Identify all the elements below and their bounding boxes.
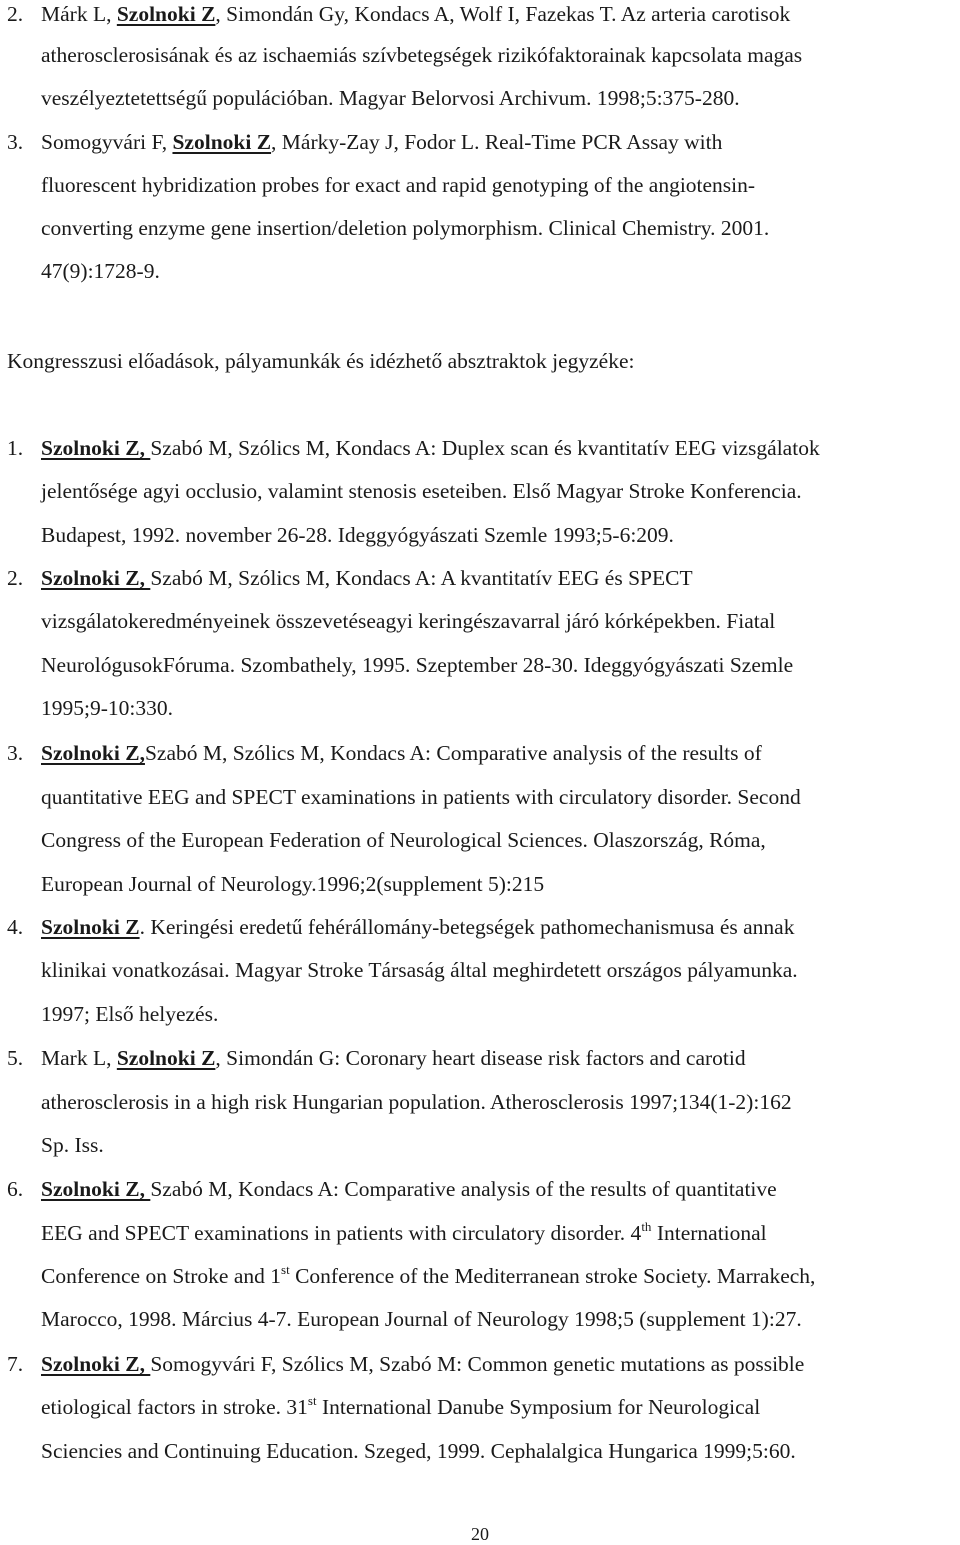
entry-number: 7. <box>7 1352 24 1376</box>
author-highlight: Szolnoki Z, <box>41 566 151 590</box>
entry-number: 3. <box>7 130 24 154</box>
ordinal-suffix: st <box>307 1393 317 1408</box>
entry-line: 1997; Első helyezés. <box>41 1002 219 1026</box>
author-highlight: Szolnoki Z, <box>41 1352 151 1376</box>
entry-line: Szolnoki Z, Szabó M, Szólics M, Kondacs A: Duplex scan és kvantitatív EEG vizsgálatok <box>41 436 820 460</box>
entry-line: 1995;9-10:330. <box>41 696 173 720</box>
entry-line: European Journal of Neurology.1996;2(supplement 5):215 <box>41 872 545 896</box>
entry-number: 6. <box>7 1177 24 1201</box>
entry-line: Conference on Stroke and 1st Conference of the Mediterranean stroke Society. Marrakech, <box>41 1262 816 1288</box>
ordinal-suffix: st <box>281 1262 290 1277</box>
entry-line: quantitative EEG and SPECT examinations in patients with circulatory disorder. Second <box>41 785 801 809</box>
entry-line: Marocco, 1998. Március 4-7. European Journal of Neurology 1998;5 (supplement 1):27. <box>41 1307 802 1331</box>
author-highlight: Szolnoki Z <box>41 915 140 939</box>
entry-line: NeurológusokFóruma. Szombathely, 1995. Szeptember 28-30. Ideggyógyászati Szemle <box>41 653 794 677</box>
entry-line: atherosclerosis in a high risk Hungarian population. Atherosclerosis 1997;134(1-2):162 <box>41 1090 792 1114</box>
author-highlight: Szolnoki Z, <box>41 1177 151 1201</box>
entry-line: vizsgálatokeredményeinek összevetéseagyi keringészavarral járó kórképekben. Fiatal <box>41 609 776 633</box>
entry-line: Sp. Iss. <box>41 1133 104 1157</box>
entry-line: atherosclerosisának és az ischaemiás szívbetegségek rizikófaktorainak kapcsolata magas <box>41 43 803 67</box>
entry-line: veszélyeztetettségű populációban. Magyar Belorvosi Archivum. 1998;5:375-280. <box>41 86 740 110</box>
entry-line: 47(9):1728-9. <box>41 259 160 283</box>
entry-line: Márk L, Szolnoki Z, Simondán Gy, Kondacs A, Wolf I, Fazekas T. Az arteria carotisok <box>41 2 791 26</box>
entry-number: 4. <box>7 915 24 939</box>
entry-line: Budapest, 1992. november 26-28. Ideggyógyászati Szemle 1993;5-6:209. <box>41 523 674 547</box>
entry-number: 2. <box>7 566 24 590</box>
entry-line: Szolnoki Z,Szabó M, Szólics M, Kondacs A: Comparative analysis of the results of <box>41 741 762 765</box>
author-highlight: Szolnoki Z <box>116 1046 216 1070</box>
entry-line: Somogyvári F, Szolnoki Z, Márky-Zay J, Fodor L. Real-Time PCR Assay with <box>41 130 723 154</box>
entry-number: 2. <box>7 2 24 26</box>
entry-number: 1. <box>7 436 24 460</box>
entry-line: Mark L, Szolnoki Z, Simondán G: Coronary heart disease risk factors and carotid <box>41 1046 746 1070</box>
entry-line: Szolnoki Z, Szabó M, Szólics M, Kondacs A: A kvantitatív EEG és SPECT <box>41 566 693 590</box>
entry-line: Congress of the European Federation of Neurological Sciences. Olaszország, Róma, <box>41 828 766 852</box>
entry-line: Szolnoki Z, Somogyvári F, Szólics M, Szabó M: Common genetic mutations as possible <box>41 1352 805 1376</box>
entry-line: klinikai vonatkozásai. Magyar Stroke Társaság által meghirdetett országos pályamunka. <box>41 958 798 982</box>
entry-line: converting enzyme gene insertion/deletion polymorphism. Clinical Chemistry. 2001. <box>41 216 770 240</box>
entry-number: 5. <box>7 1046 24 1070</box>
entry-line: Szolnoki Z. Keringési eredetű fehérállomány-betegségek pathomechanismusa és annak <box>41 915 795 939</box>
entry-line: etiological factors in stroke. 31st International Danube Symposium for Neurological <box>41 1393 761 1419</box>
entry-line: jelentősége agyi occlusio, valamint stenosis eseteiben. Első Magyar Stroke Konferencia. <box>41 479 802 503</box>
entry-line: fluorescent hybridization probes for exact and rapid genotyping of the angiotensin- <box>41 173 756 197</box>
ordinal-suffix: th <box>641 1219 652 1234</box>
author-highlight: Szolnoki Z <box>116 2 216 26</box>
entry-line: EEG and SPECT examinations in patients with circulatory disorder. 4th International <box>41 1219 767 1245</box>
entry-number: 3. <box>7 741 24 765</box>
author-highlight: Szolnoki Z, <box>41 741 145 765</box>
page-number: 20 <box>471 1524 489 1544</box>
author-highlight: Szolnoki Z <box>172 130 272 154</box>
entry-line: Sciencies and Continuing Education. Szeged, 1999. Cephalalgica Hungarica 1999;5:60. <box>41 1439 796 1463</box>
entry-line: Szolnoki Z, Szabó M, Kondacs A: Comparative analysis of the results of quantitative <box>41 1177 777 1201</box>
section-heading: Kongresszusi előadások, pályamunkák és idézhető absztraktok jegyzéke: <box>7 349 635 373</box>
author-highlight: Szolnoki Z, <box>41 436 151 460</box>
